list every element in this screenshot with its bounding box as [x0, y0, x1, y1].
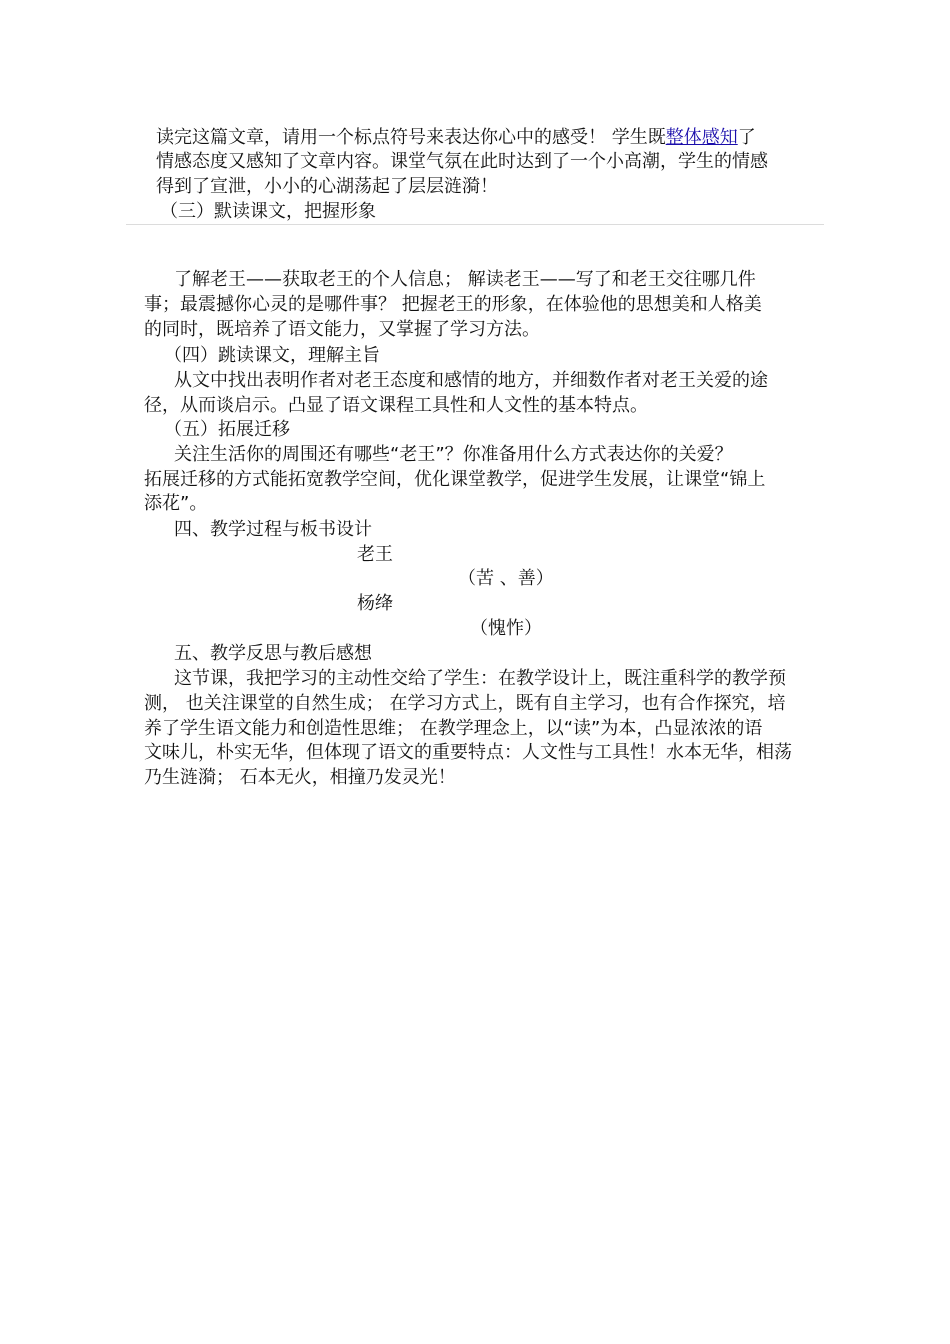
section-heading: （三）默读课文，把握形象 — [160, 201, 376, 222]
paragraph-line: 的同时，既培养了语文能力，又掌握了学习方法。 — [144, 319, 540, 340]
paragraph-line: 径，从而谈启示。凸显了语文课程工具性和人文性的基本特点。 — [144, 395, 648, 416]
paragraph-line: 拓展迁移的方式能拓宽教学空间，优化课堂教学，促进学生发展，让课堂“锦上 — [144, 469, 766, 490]
section-heading: 五、教学反思与教后感想 — [174, 643, 372, 664]
paragraph-line: 了解老王——获取老王的个人信息； 解读老王——写了和老王交往哪几件 — [174, 269, 756, 290]
board-author: 杨绛 — [357, 593, 393, 614]
paragraph-line: 情感态度又感知了文章内容。课堂气氛在此时达到了一个小高潮，学生的情感 — [156, 151, 768, 172]
paragraph-line: 关注生活你的周围还有哪些“老王”？你准备用什么方式表达你的关爱？ — [174, 444, 733, 465]
section-heading: （五）拓展迁移 — [164, 419, 290, 440]
paragraph-line: 事；最震撼你心灵的是哪件事？ 把握老王的形象，在体验他的思想美和人格美 — [144, 294, 762, 315]
page-divider — [126, 224, 824, 225]
board-traits: （苦 、善） — [458, 568, 554, 589]
paragraph-line: 从文中找出表明作者对老王态度和感情的地方，并细数作者对老王关爱的途 — [174, 370, 768, 391]
paragraph-line: 乃生涟漪； 石本无火，相撞乃发灵光！ — [144, 767, 456, 788]
paragraph-line: 得到了宣泄，小小的心湖荡起了层层涟漪！ — [156, 176, 498, 197]
board-feeling: （愧怍） — [470, 618, 542, 639]
board-title: 老王 — [357, 544, 393, 565]
paragraph-line: 这节课，我把学习的主动性交给了学生：在教学设计上，既注重科学的教学预 — [174, 668, 786, 689]
paragraph-line: 添花”。 — [144, 493, 208, 514]
paragraph-line — [156, 126, 756, 150]
section-heading: 四、教学过程与板书设计 — [174, 519, 372, 540]
section-heading: （四）跳读课文，理解主旨 — [164, 345, 380, 366]
text-run: 了 — [737, 127, 756, 148]
paragraph-line: 测， 也关注课堂的自然生成； 在学习方式上，既有自主学习，也有合作探究，培 — [144, 693, 786, 714]
text-run: 读完这篇文章，请用一个标点符号来表达你心中的感受！ 学生既 — [156, 127, 666, 148]
paragraph-line: 养了学生语文能力和创造性思维； 在教学理念上，以“读”为本，凸显浓浓的语 — [144, 718, 763, 739]
paragraph-line: 文味儿，朴实无华，但体现了语文的重要特点：人文性与工具性！水本无华，相荡 — [144, 742, 792, 763]
keyword-link[interactable]: 整体感知 — [665, 127, 738, 148]
